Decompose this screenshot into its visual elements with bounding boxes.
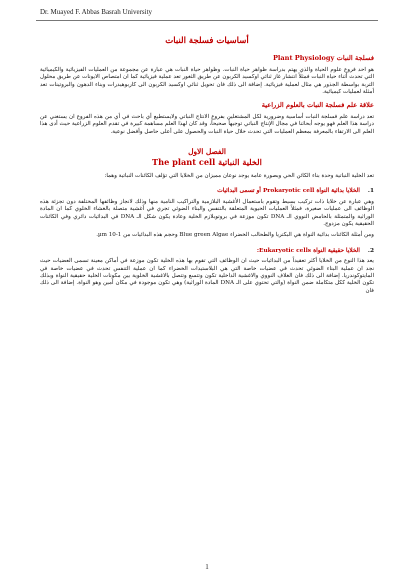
- list-heading: الخلايا بدائية النواة Prokaryotic cell أو تسمى البدائيات: [217, 188, 360, 195]
- prokaryotic-examples: ومن أمثلة الكائنات بدائية النواة هي البكتريا والطحالب الخضراء Blue green Algae وحجم هذه البدائيات من 1-10 µm.: [96, 232, 374, 239]
- document-body: [40, 26, 374, 299]
- section-heading-agriculture: علاقة علم فسلجة النبات بالعلوم الزراعية: [261, 101, 374, 110]
- chapter-label: الفصل الاول: [188, 147, 226, 157]
- intro-paragraph: تعد الخلية النباتية وحدة بناء الكائن الحي وبصورة عامة يوجد نوعان مميزان من الخلايا التي تؤلف الكائنات النباتية وهما:: [104, 172, 374, 179]
- chapter-title: الخلية النباتية The plant cell: [152, 157, 262, 168]
- list-item-prokaryotic: [40, 188, 374, 195]
- list-item-eukaryotic: [40, 248, 374, 255]
- header-divider: [36, 20, 378, 21]
- section-paragraph-physiology: هو احد فروع علوم الحياة والذي يهتم بدراسة ظواهر حياة النبات. وظواهر حياة النبات هي عبارة عن مجموعة من العمليات الفيزيائية والكيميائية التي تحدث أثناء حياة النبات فمثلاً انتشار غاز ثنائي اوكسيد الكربون عن طريق الثغور تعد عملية فيزيائية كما ان امتصاص الايونات عن طريق محلول التربة بواسطة الجذور هي مثال لعملية فيزيائية. إضافة الى ذلك فان تحويل ثنائي اوكسيد الكربون الى كاربوهيدرات وبناء الدهون والبروتينات تعد أمثلة لعمليات كيميائية.: [40, 66, 374, 96]
- list-heading: الخلايا حقيقية النواة Eukaryotic cells:: [256, 247, 360, 254]
- eukaryotic-paragraph: يعد هذا النوع من الخلايا أكثر تعقيداً من البدائيات حيث ان الوظائف التي تقوم بها هذه الخلية تكون موزعة في أماكن معينة تسمى العضيات حيث نجد ان عملية البناء الضوئي تحدث في عضيات خاصة التي هي البلاستيدات الخضراء كما ان عملية التنفس تحدث في عضيات خاصة في المايتوكوندريا. إضافة الى ذلك فان الغلاف النووي والاغشية الداخلية تكون وتتسع وتتصل بالاغشية الخلوية بين مكونات الخلية حقيقية النواة وبذلك تكون الخلية ككل متكاملة ضمن النواة (والتي تحتوي على الـ DNA المادة الوراثية) وهي تكون موجودة في مكان أمين وهو النواة. إضافة الى ذلك فان: [40, 258, 375, 294]
- section-paragraph-agriculture: تعد دراسة علم فسلجة النبات أساسية وضرورية لكل المشتغلين بفروع الانتاج النباتي ولايستطيع أي باحث في أي من هذه الفروع ان يستغني عن دراسة هذا العلم فهو يوجه أبحاثنا في مجال الإنتاج النباتي توجيهاً صحيحاً، وقد كان لهذا العلم مساهمة كبيرة في تقدم العلوم الزراعية حيث أدى هذا العلم الى الارتقاء بالمعرفة بمعظم العمليات التي تحدث خلال حياة النبات والحصول على أعلى حاصل وأفضل نوعية.: [40, 113, 374, 135]
- document-title: أساسيات فسلجة النبات: [165, 36, 249, 46]
- list-number: 1.: [367, 188, 374, 195]
- prokaryotic-paragraph: وهي عبارة عن خلايا ذات تركيب بسيط وتقوم باستعمال الأغشية البلازمية والتراكيب النامية منها وذلك لانجاز وظائفها المختلفة دون تجزئة هذه الوظائف الى عمليات صغيرة، فمثلاً العمليات الحيوية المتعلقة بالتنفس والبناء الضوئي تجري في أغشية متصلة بالغشاء الخلوي كما ان المادة الوراثية والمتمثلة بالحامض النووي الـ DNA تكون موزعة في بروتوبلازم الخلية وعادة يكون شكل الـ DNA في البدائيات دائري وفي الكائنات الحقيقية يكون مزدوج.: [40, 198, 374, 227]
- section-heading-physiology: فسلجة النبات Plant Physiology: [272, 54, 374, 63]
- page-number: 1: [205, 563, 209, 571]
- list-number: 2.: [367, 247, 374, 254]
- page-header: Dr. Muayed F. Abbas Basrah University: [40, 8, 153, 16]
